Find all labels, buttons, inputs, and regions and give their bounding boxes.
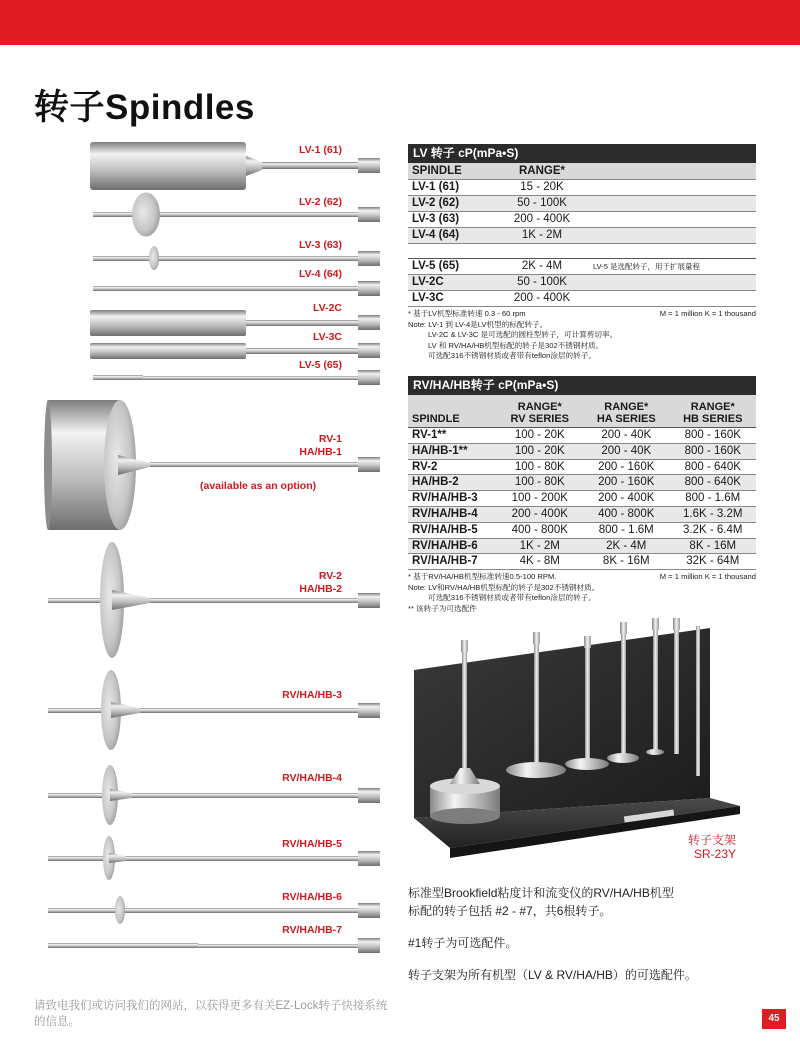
spindle-lv4 [93,281,380,296]
label-rv1-line1: RV-1 [318,433,342,445]
lv-cell-spindle: LV-5 (65) [412,260,460,272]
label-rv7: RV/HA/HB-7 [282,924,342,936]
label-rv5: RV/HA/HB-5 [282,838,342,850]
rv-col-hb-l2: HB SERIES [683,413,743,425]
lv-cell-range: 2K - 4M [521,260,563,272]
description-line-3: #1转子为可选配件。 [408,936,518,950]
rv-cell-ha: 200 - 160K [598,476,655,489]
rv-cell-rv: 1K - 2M [519,539,560,552]
rv-cell-hb: 800 - 1.6M [685,492,741,505]
rv-table-header [408,395,756,428]
rv-note-top [408,572,756,583]
lv-cell-spindle: LV-3 (63) [412,213,460,225]
rv-cell-spindle: RV-2 [412,460,438,473]
lv-table-row [408,259,756,275]
lv-range-table [408,144,756,362]
lv-table-title: LV 转子 cP(mPa•S) [408,144,756,163]
rv-col-hb [670,401,757,425]
top-red-banner [0,0,800,45]
label-rv2-line1: RV-2 [318,570,342,582]
rv-cell-spindle: HA/HB-1** [412,444,468,457]
footer-note: 请致电我们或访问我们的网站，以获得更多有关EZ-Lock转子快接系统的信息。 [34,1000,388,1028]
rv-cell-ha: 200 - 400K [598,492,655,505]
spindle-rv1 [44,400,380,530]
description-line-1: 标准型Brookfield粘度计和流变仪的RV/HA/HB机型 [408,886,674,900]
lv-cell-note [587,180,756,195]
lv-cell-note [587,291,756,306]
rv-cell-ha: 8K - 16M [602,555,650,568]
lv-cell-spindle: LV-4 (64) [412,229,460,241]
lv-cell-range: 50 - 100K [517,276,567,288]
option-note: (available as an option) [200,480,317,492]
rv-col-hb-l1: RANGE* [690,401,735,413]
lv-cell-spindle: LV-1 (61) [412,181,460,193]
rv-cell-rv: 4K - 8M [519,555,560,568]
lv-table-row [408,180,756,196]
lv-col-range: RANGE* [518,165,565,177]
rv-cell-hb: 800 - 160K [684,429,741,441]
rv-notes [408,572,756,614]
page-title: 转子Spindles [34,88,255,127]
rv-table-row [408,554,756,570]
rv-cell-rv: 400 - 800K [511,523,568,536]
rack-caption-line1: 转子支架 [688,833,737,847]
label-rv4: RV/HA/HB-4 [282,772,342,784]
rv-cell-spindle: RV-1** [412,429,447,441]
rv-cell-spindle: RV/HA/HB-6 [412,539,478,552]
lv-cell-spindle: LV-2 (62) [412,197,460,209]
rv-cell-hb: 1.6K - 3.2M [683,507,743,520]
rv-col-ha-l2: HA SERIES [596,413,656,425]
rv-cell-rv: 100 - 80K [514,476,565,489]
rv-table-row [408,491,756,507]
spindle-lv5 [93,370,380,385]
lv-table-row [408,291,756,307]
lv-notes [408,309,756,362]
label-lv2: LV-2 (62) [299,196,342,208]
rv-table-title: RV/HA/HB转子 cP(mPa•S) [408,376,756,395]
lv-cell-spindle: LV-3C [412,292,444,304]
rv-cell-ha: 400 - 800K [598,507,655,520]
lv-table-row [408,228,756,244]
spindle-illustrations [0,130,400,960]
rack-caption-line2: SR-23Y [693,847,737,861]
lv-note-2: LV-2C & LV-3C 是可选配的圆柱型转子，可计算剪切率。 [428,330,618,339]
rv-cell-hb: 800 - 640K [684,476,741,489]
lv-note-3: LV 和 RV/HA/HB机型标配的转子是302不锈钢材质。 [428,340,604,350]
rv-cell-rv: 100 - 80K [514,460,565,473]
label-rv6: RV/HA/HB-6 [282,891,342,903]
rv-note-units: M = 1 million K = 1 thousand [659,572,756,582]
spindle-rv3 [48,670,380,750]
rv-col-rv-l2: RV SERIES [510,413,570,425]
label-lv2c: LV-2C [313,302,342,314]
rv-rows [408,428,756,570]
lv-cell-note [587,275,756,290]
lv-note-1: Note: LV-1 到 LV-4是LV机型的标配转子。 [408,319,548,329]
label-lv3: LV-3 (63) [299,239,342,251]
rv-table-row [408,507,756,523]
lv-table-row [408,212,756,228]
lv-cell-note [587,228,756,243]
label-lv4: LV-4 (64) [299,268,342,280]
lv-cell-range: 50 - 100K [517,197,567,209]
rv-cell-ha: 200 - 160K [598,460,655,473]
rv-table-row [408,460,756,476]
lv-table-row [408,275,756,291]
rv-cell-hb: 800 - 160K [684,444,741,457]
lv-table-row [408,196,756,212]
rv-cell-rv: 200 - 400K [511,507,568,520]
rv-cell-hb: 3.2K - 6.4M [683,523,743,536]
rv-cell-ha: 200 - 40K [601,429,652,441]
rv-col-rv-l1: RANGE* [517,401,562,413]
lv-cell-note [587,196,756,211]
lv-cell-spindle: LV-2C [412,276,444,288]
label-lv1: LV-1 (61) [299,144,342,156]
lv-note-speed: * 基于LV机型标准转速 0.3 - 60 rpm [408,309,526,318]
rv-col-ha [583,401,670,425]
rv-cell-spindle: RV/HA/HB-3 [412,492,478,505]
rv-cell-rv: 100 - 20K [514,429,565,441]
rv-table-row [408,428,756,444]
rv-note-2: 可选配316不锈钢材质或者带有teflon涂层的转子。 [428,593,596,603]
page-number: 45 [762,1009,786,1029]
lv-note-units: M = 1 million K = 1 thousand [659,309,756,318]
rv-cell-spindle: RV/HA/HB-5 [412,523,478,536]
rv-cell-spindle: HA/HB-2 [412,476,459,489]
rv-col-ha-l1: RANGE* [604,401,649,413]
rv-cell-ha: 200 - 40K [601,444,652,457]
spindle-lv3c [90,343,380,359]
rv-table-row [408,475,756,491]
lv-note-4: 可选配316不锈钢材质或者带有teflon涂层的转子。 [428,351,596,360]
lv-rows-optional [408,258,756,307]
lv-cell-range: 200 - 400K [513,213,571,225]
spindle-rack-image [410,618,756,863]
rv-note-3: ** 该转子为可选配件 [408,603,477,613]
rv-cell-rv: 100 - 20K [514,444,565,457]
rv-note-1: Note: LV和RV/HA/HB机型标配的转子是302不锈钢材质。 [408,582,600,592]
description-line-4: 转子支架为所有机型（LV & RV/HA/HB）的可选配件。 [408,968,697,982]
rack-caption [688,833,736,861]
label-rv3: RV/HA/HB-3 [282,689,342,701]
lv-cell-range: 200 - 400K [513,292,571,304]
rv-cell-rv: 100 - 200K [511,492,568,505]
spindle-rv7 [48,938,380,953]
label-rv2 [299,570,342,596]
lv-cell-range: 15 - 20K [520,181,564,193]
rv-col-spindle: SPINDLE [412,413,460,425]
rv-col-rv [497,401,584,425]
rv-table-row [408,523,756,539]
description-line-2: 标配的转子包括 #2 - #7，共6根转子。 [408,904,612,918]
label-lv5: LV-5 (65) [299,359,342,371]
rv-table-row [408,444,756,460]
label-lv3c: LV-3C [313,331,342,343]
rv-cell-ha: 800 - 1.6M [598,523,654,536]
label-rv1 [299,433,342,459]
rv-cell-spindle: RV/HA/HB-7 [412,555,478,568]
lv-rows [408,180,756,244]
rv-table-row [408,539,756,555]
lv-table-header [408,163,756,180]
rv-cell-hb: 32K - 64M [686,555,740,568]
rv-cell-hb: 8K - 16M [689,539,737,552]
rv-note-speed: * 基于RV/HA/HB机型标准转速0.5-100 RPM. [408,572,557,582]
lv-cell-note: LV-5 是选配转子，用于扩展量程 [593,262,700,271]
lv-gap [408,244,756,258]
rv-range-table [408,376,756,614]
rv-cell-hb: 800 - 640K [684,460,741,473]
lv-note-top [408,309,756,320]
lv-cell-range: 1K - 2M [521,229,563,241]
lv-cell-note [587,212,756,227]
rv-cell-spindle: RV/HA/HB-4 [412,507,478,520]
rv-cell-ha: 2K - 4M [606,539,647,552]
label-rv2-line2: HA/HB-2 [299,583,342,595]
lv-col-spindle: SPINDLE [412,165,462,177]
spindle-rv2 [48,542,380,658]
label-rv1-line2: HA/HB-1 [299,446,342,458]
